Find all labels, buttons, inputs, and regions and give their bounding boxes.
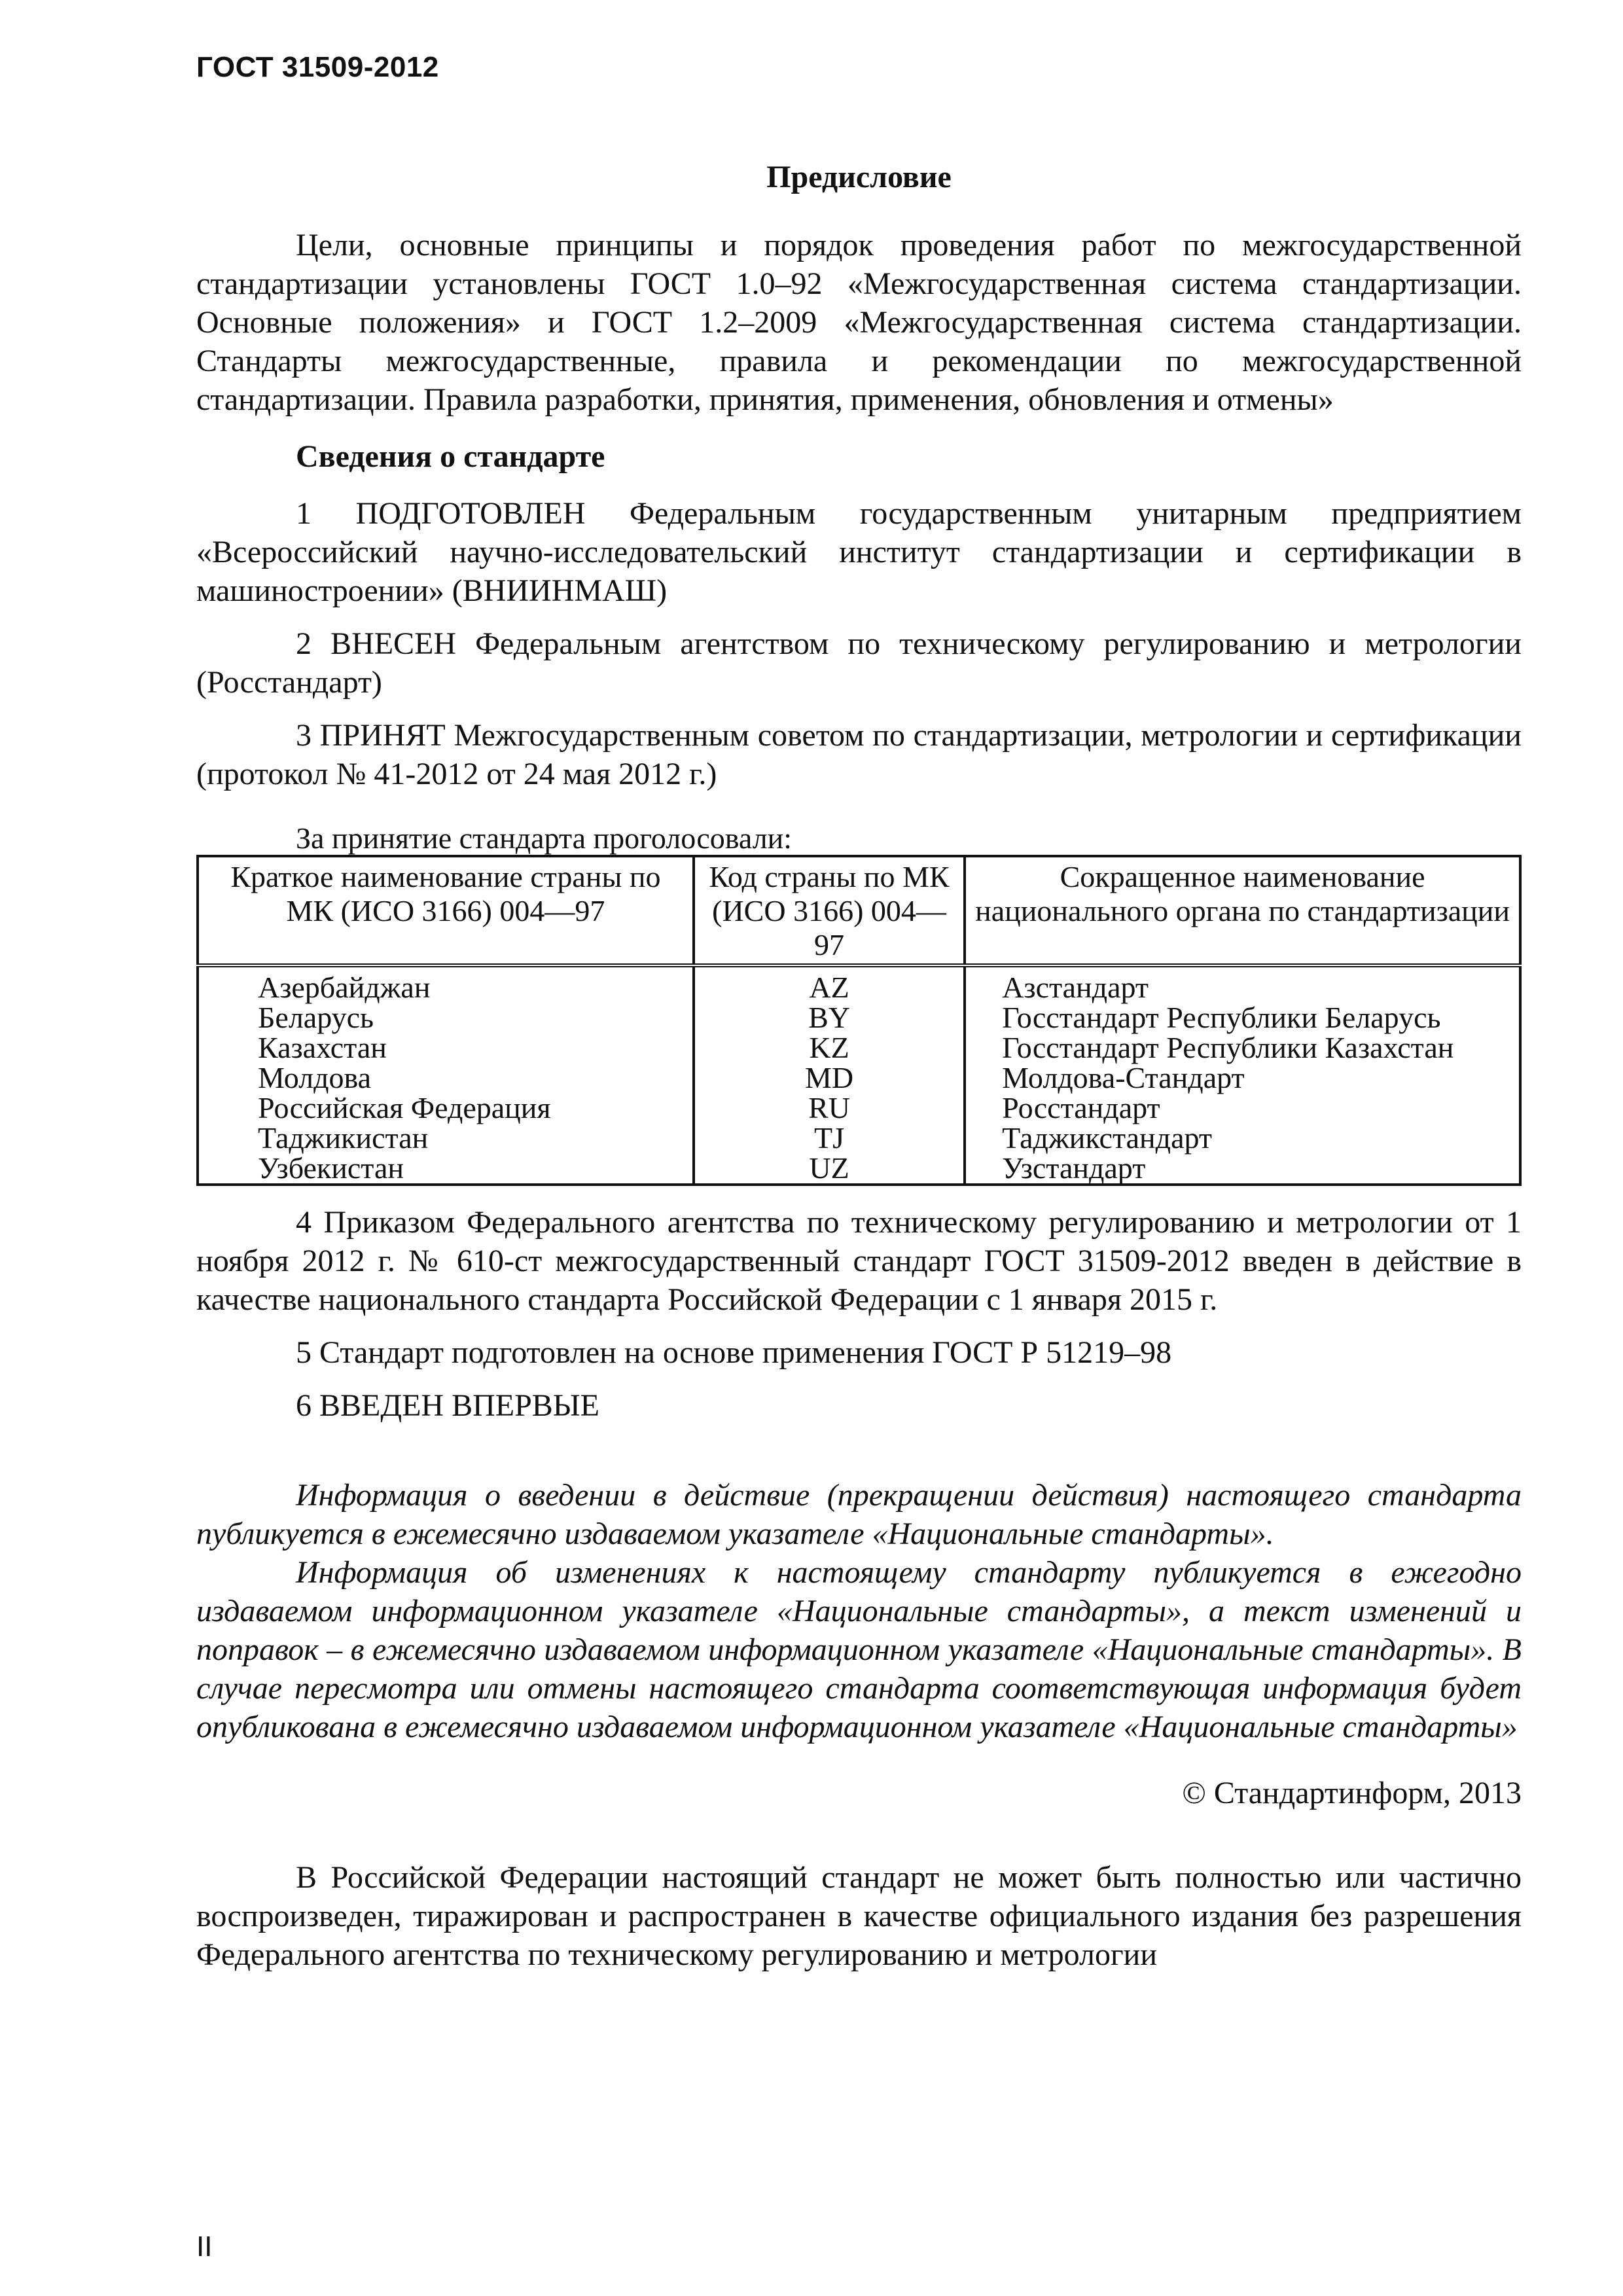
- info-item-3: 3 ПРИНЯТ Межгосударственным советом по стандартизации, метрологии и сертификации (протокол № 41-2012 от 24 мая 2012 г.): [196, 718, 1522, 791]
- table-row: [198, 1063, 1520, 1093]
- header-national-body: Сокращенное наименование национального органа по стандартизации: [965, 856, 1520, 965]
- preface-intro: Цели, основные принципы и порядок проведения работ по межгосударственной стандартизации установлены ГОСТ 1.0–92 «Межгосударственная система стандартизации. Основные положения» и ГОСТ 1.2–2009 «Межгосударственная система стандартизации. Стандарты межгосударственные, правила и рекомендации по межгосударственной стандартизации. Правила разработки, принятия, применения, обновления и отмены»: [196, 228, 1522, 417]
- country-code: MD: [694, 1063, 965, 1093]
- national-body: Росстандарт: [965, 1093, 1520, 1123]
- document-code-header: ГОСТ 31509-2012: [196, 51, 439, 83]
- legal-notice: В Российской Федерации настоящий стандарт не может быть полностью или частично воспроизведен, тиражирован и распространен в качестве официального издания без разрешения Федерального агентства по техническому регулированию и метрологии: [196, 1860, 1522, 1972]
- notice-paragraph-2: Информация об изменениях к настоящему стандарту публикуется в ежегодно издаваемом информационном указателе «Национальные стандарты», а текст изменений и поправок – в ежемесячно издаваемом информационном указателе «Национальные стандарты». В случае пересмотра или отмены настоящего стандарта соответствующая информация будет опубликована в ежемесячно издаваемом информационном указателе «Национальные стандарты»: [196, 1555, 1522, 1744]
- country-code: AZ: [694, 965, 965, 1003]
- country-code: KZ: [694, 1033, 965, 1063]
- country-code: UZ: [694, 1153, 965, 1185]
- copyright-line: © Стандартинформ, 2013: [1182, 1776, 1522, 1810]
- table-row: [198, 1033, 1520, 1063]
- table-row: [198, 1123, 1520, 1153]
- header-country-name: Краткое наименование страны по МК (ИСО 3166) 004—97: [198, 856, 694, 965]
- country-name: Узбекистан: [198, 1153, 694, 1185]
- notice-paragraph-1: Информация о введении в действие (прекращении действия) настоящего стандарта публикуется в ежемесячно издаваемом указателе «Национальные стандарты».: [196, 1478, 1522, 1551]
- info-item-4: 4 Приказом Федерального агентства по техническому регулированию и метрологии от 1 ноября 2012 г. № 610-ст межгосударственный стандарт ГОСТ 31509-2012 введен в действие в качестве национального стандарта Российской Федерации с 1 января 2015 г.: [196, 1205, 1522, 1317]
- preface-title: Предисловие: [766, 160, 952, 194]
- country-name: Российская Федерация: [198, 1093, 694, 1123]
- national-body: Азстандарт: [965, 965, 1520, 1003]
- table-row: [198, 1093, 1520, 1123]
- country-code: BY: [694, 1003, 965, 1033]
- country-name: Молдова: [198, 1063, 694, 1093]
- vote-table-caption: За принятие стандарта проголосовали:: [296, 821, 793, 855]
- vote-table: [196, 855, 1522, 1186]
- national-body: Узстандарт: [965, 1153, 1520, 1185]
- country-code: RU: [694, 1093, 965, 1123]
- page-number: II: [196, 2231, 213, 2263]
- country-code: TJ: [694, 1123, 965, 1153]
- country-name: Казахстан: [198, 1033, 694, 1063]
- info-item-5: 5 Стандарт подготовлен на основе применения ГОСТ Р 51219–98: [296, 1335, 1172, 1370]
- info-item-1: 1 ПОДГОТОВЛЕН Федеральным государственным унитарным предприятием «Всероссийский научно-исследовательский институт стандартизации и сертификации в машиностроении» (ВНИИНМАШ): [196, 496, 1522, 608]
- national-body: Госстандарт Республики Беларусь: [965, 1003, 1520, 1033]
- country-name: Беларусь: [198, 1003, 694, 1033]
- table-row: [198, 1153, 1520, 1185]
- publication-notice: [196, 1476, 1522, 1746]
- info-item-6: 6 ВВЕДЕН ВПЕРВЫЕ: [296, 1388, 599, 1423]
- header-country-code: Код страны по МК (ИСО 3166) 004—97: [694, 856, 965, 965]
- national-body: Госстандарт Республики Казахстан: [965, 1033, 1520, 1063]
- standard-info-subtitle: Сведения о стандарте: [296, 439, 605, 474]
- country-name: Таджикистан: [198, 1123, 694, 1153]
- country-name: Азербайджан: [198, 965, 694, 1003]
- table-row: [198, 1003, 1520, 1033]
- info-item-2: 2 ВНЕСЕН Федеральным агентством по техническому регулированию и метрологии (Росстандарт): [196, 626, 1522, 700]
- table-row: [198, 965, 1520, 1003]
- page-content: [196, 147, 1522, 1974]
- vote-table-header-row: [198, 856, 1520, 965]
- national-body: Молдова-Стандарт: [965, 1063, 1520, 1093]
- national-body: Таджикстандарт: [965, 1123, 1520, 1153]
